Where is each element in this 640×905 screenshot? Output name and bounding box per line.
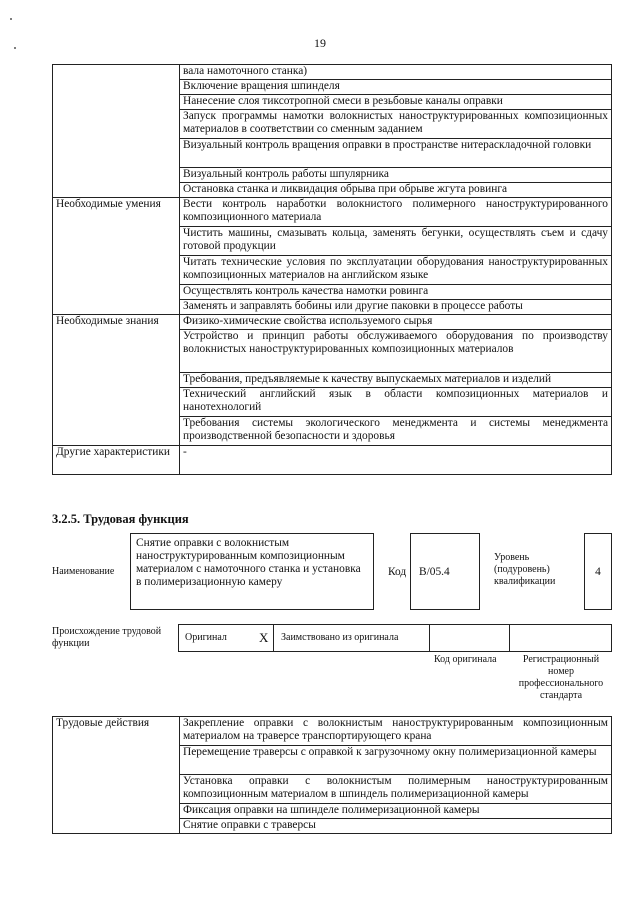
borrowed-label: Заимствовано из оригинала [281,632,399,643]
skill-item: Заменять и заправлять бобины или другие паковки в процессе работы [180,300,612,315]
other-value: - [180,446,612,475]
registration-number-caption: Регистрационный номер профессионального стандарта [518,654,604,701]
top-requirements-table [52,64,612,475]
other-label: Другие характеристики [53,446,180,475]
original-code-caption: Код оригинала [434,654,497,665]
knowledge-item: Технический английский язык в области композиционных материалов и нанотехнологий [180,388,612,417]
skill-item: Вести контроль наработки волокнистого полимерного наноструктурированного композиционного материала [180,198,612,227]
labor-actions-table [52,716,612,834]
labor-actions-label: Трудовые действия [53,717,180,834]
table-row [53,198,612,227]
code-box [410,533,480,610]
scan-speck [10,18,12,20]
table-row [53,717,612,746]
original-mark: X [259,630,269,645]
labor-action-item: Закрепление оправки с волокнистым наноструктурированным композиционным материалом на траверсе транспортирующего крана [180,717,612,746]
level-value: 4 [595,566,601,578]
origin-label: Происхождение трудовой функции [52,626,162,649]
function-name: Снятие оправки с волокнистым наноструктурированным композиционным материалом с намоточного станка и установка в полимеризационную камеру [136,537,361,588]
action-item: Запуск программы намотки волокнистых наноструктурированных композиционных материалов в соответствии со сменным заданием [180,110,612,139]
knowledge-label: Необходимые знания [53,315,180,446]
labor-action-item: Фиксация оправки на шпинделе полимеризационной камеры [180,804,612,819]
page-number: 19 [314,36,326,50]
knowledge-item: Требования системы экологического менеджмента и системы менеджмента производственной безопасности и здоровья [180,417,612,446]
code-label: Код [388,566,407,578]
knowledge-item: Физико-химические свойства используемого сырья [180,315,612,330]
actions-label-cell [53,65,180,198]
skill-item: Читать технические условия по эксплуатации оборудования наноструктурированных композиционных материалов на английском языке [180,256,612,285]
code-divider [509,625,510,651]
labor-action-item: Установка оправки с волокнистым полимерным наноструктурированным композиционным материалом в шпиндель полимеризационной камеры [180,775,612,804]
function-name-box [130,533,374,610]
table-row [53,65,612,80]
original-divider [273,625,274,651]
origin-box [178,624,612,652]
table-row [53,446,612,475]
skill-item: Чистить машины, смазывать кольца, заменять бегунки, осуществлять съем и сдачу готовой продукции [180,227,612,256]
level-label: Уровень (подуровень) квалификации [494,552,556,587]
borrowed-divider [429,625,430,651]
level-box [584,533,612,610]
action-item: Визуальный контроль работы шпулярника [180,168,612,183]
labor-action-item: Перемещение траверсы с оправкой к загрузочному окну полимеризационной камеры [180,746,612,775]
original-label: Оригинал [185,632,227,643]
section-title: 3.2.5. Трудовая функция [52,512,189,526]
knowledge-item: Требования, предъявляемые к качеству выпускаемых материалов и изделий [180,373,612,388]
action-item: Остановка станка и ликвидация обрыва при обрыве жгута ровинга [180,183,612,198]
code-value: В/05.4 [419,566,450,578]
action-item: Включение вращения шпинделя [180,80,612,95]
action-item: вала намоточного станка) [180,65,612,80]
action-item: Визуальный контроль вращения оправки в пространстве нитераскладочной головки [180,139,612,168]
action-item: Нанесение слоя тиксотропной смеси в резьбовые каналы оправки [180,95,612,110]
labor-action-item: Снятие оправки с траверсы [180,819,612,834]
name-label: Наименование [52,566,115,577]
table-row [53,315,612,330]
skill-item: Осуществлять контроль качества намотки ровинга [180,285,612,300]
knowledge-item: Устройство и принцип работы обслуживаемого оборудования по производству волокнистых наноструктурированных композиционных материалов [180,330,612,373]
skills-label: Необходимые умения [53,198,180,315]
